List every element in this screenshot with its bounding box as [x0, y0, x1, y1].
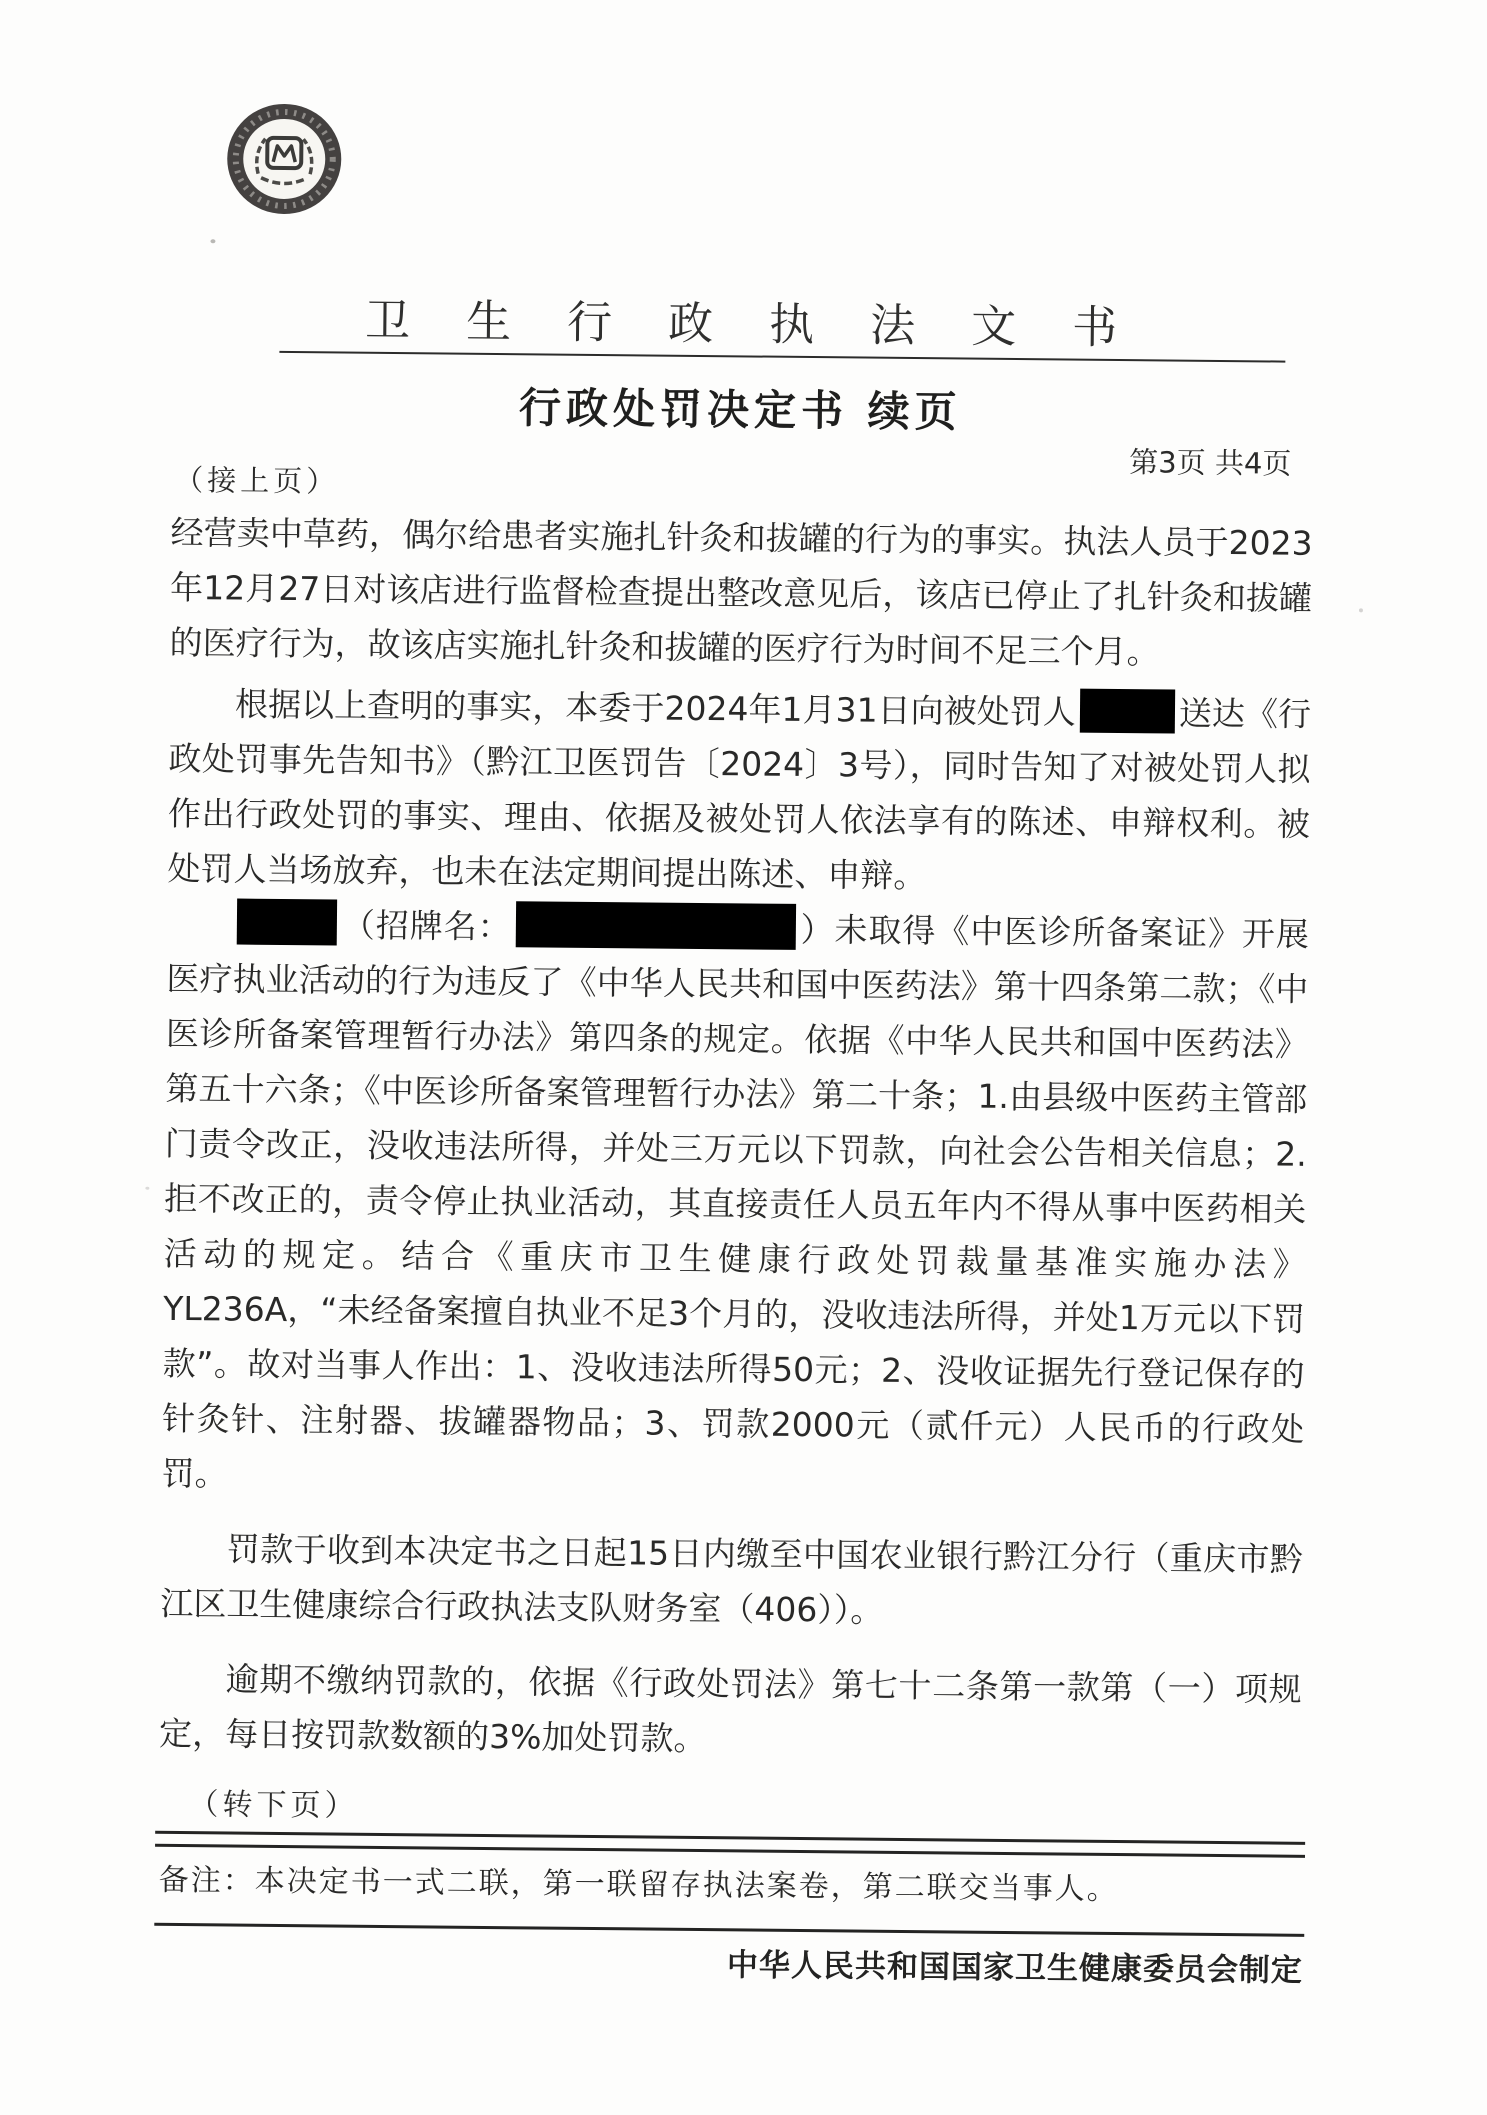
body-paragraph [160, 1521, 1303, 1642]
redacted-text-block [237, 899, 337, 946]
continued-to-next-page-label: （转下页） [188, 1787, 359, 1824]
redacted-text-block [1080, 689, 1175, 734]
page-number-indicator: 第3页 共4页 [1129, 445, 1292, 481]
continued-from-previous-page-label: （接上页） [174, 462, 340, 499]
footer-divider-line-second [155, 1844, 1305, 1858]
body-paragraph [159, 1651, 1302, 1772]
document-category-title: 卫生行政执法文书 [364, 293, 1174, 355]
paragraph-text: 罚款于收到本决定书之日起15日内缴至中国农业银行黔江分行（重庆市黔江区卫生健康综合行政执法支队财务室（406））。 [160, 1529, 1304, 1630]
document-title: 行政处罚决定书 续页 [518, 383, 962, 437]
scan-noise-speck [145, 1187, 149, 1190]
issuing-authority: 中华人民共和国国家卫生健康委员会制定 [726, 1947, 1304, 1989]
scan-noise-speck [210, 239, 215, 243]
body-paragraph [169, 505, 1313, 681]
paragraph-text: 经营卖中草药，偶尔给患者实施扎针灸和拔罐的行为的事实。执法人员于2023年12月27日对该店进行监督检查提出整改意见后，该店已停止了扎针灸和拔罐的医疗行为，故该店实施扎针灸和拔罐的医疗行为时间不足三个月。 [169, 512, 1313, 672]
health-commission-emblem-icon [225, 101, 344, 216]
footer-divider-line-top [155, 1831, 1305, 1845]
paragraph-text: 逾期不缴纳罚款的，依据《行政处罚法》第七十二条第一款第（一）项规定，每日按罚款数额的3%加处罚款。 [158, 1659, 1302, 1759]
body-paragraph [161, 896, 1309, 1512]
scan-noise-speck [1359, 608, 1363, 612]
paragraph-text: （招牌名： [340, 905, 512, 947]
redacted-text-block [515, 901, 795, 950]
footer-remark: 备注：本决定书一式二联，第一联留存执法案卷，第二联交当事人。 [158, 1862, 1119, 1908]
paragraph-text: 送达《行政处罚事先告知书》（黔江卫医罚告〔2024〕3号），同时告知了对被处罚人拟作出行政处罚的事实、理由、依据及被处罚人依法享有的陈述、申辩权利。被处罚人当场放弃，也未在法定期间提出陈述、申辩。 [167, 693, 1312, 896]
paragraph-text: ）未取得《中医诊所备案证》开展医疗执业活动的行为违反了《中华人民共和国中医药法》第十四条第二款；《中医诊所备案管理暂行办法》第四条的规定。依据《中华人民共和国中医药法》第五十六条；《中医诊所备案管理暂行办法》第二十条；1.由县级中医药主管部门责令改正，没收违法所得，并处三万元以下罚款，向社会公告相关信息；2.拒不改正的，责令停止执业活动，其直接责任人员五年内不得从事中医药相关活动的规定。结合《重庆市卫生健康行政处罚裁量基准实施办法》YL236A，“未经备案擅自执业不足3个月的，没收违法所得，并处1万元以下罚款”。故对当事人作出：1、没收违法所得50元；2、没收证据先行登记保存的针灸针、注射器、拔罐器物品；3、罚款2000元（贰仟元）人民币的行政处罚。 [161, 909, 1310, 1494]
paragraph-text: 根据以上查明的事实，本委于2024年1月31日向被处罚人 [234, 684, 1077, 732]
document-body [159, 505, 1313, 1772]
body-paragraph [167, 676, 1311, 907]
